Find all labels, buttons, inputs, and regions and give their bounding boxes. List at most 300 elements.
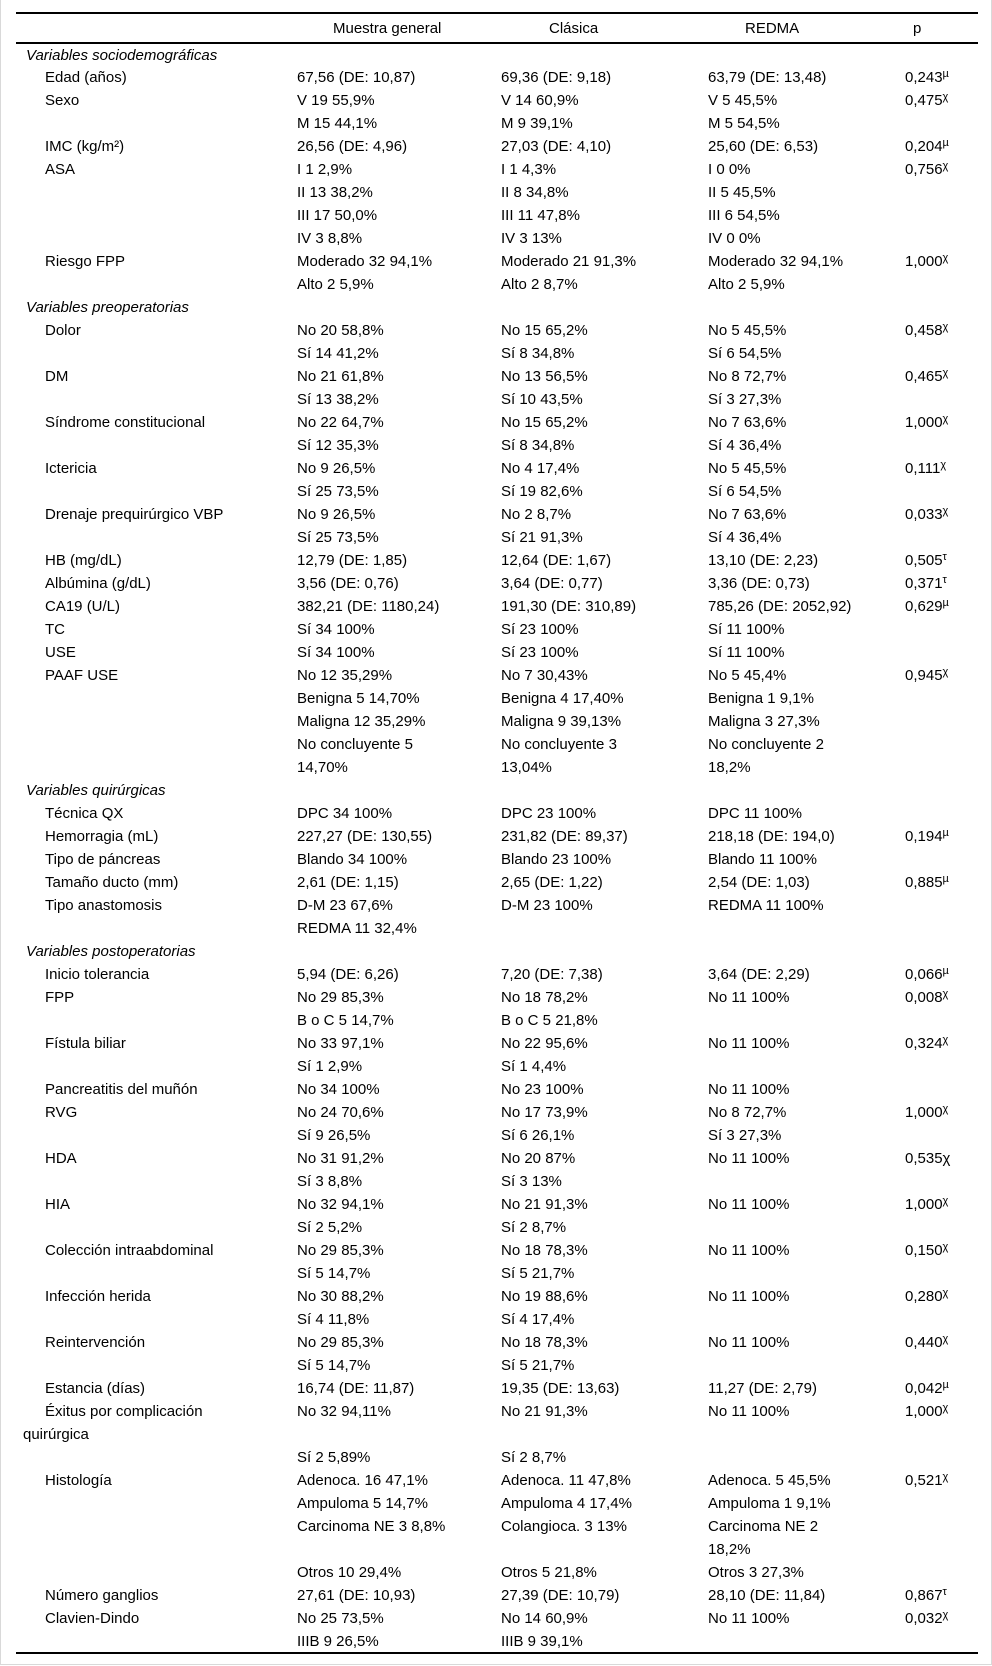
table-row — [16, 457, 978, 480]
p-value — [905, 825, 978, 848]
muestra-general-value: Sí 1 2,9% — [297, 1058, 363, 1075]
muestra-general-value: No 21 61,8% — [297, 368, 384, 385]
table-row — [16, 227, 978, 250]
p-test-superscript: χ — [942, 91, 949, 103]
variable-label — [16, 733, 297, 756]
muestra-general-value: Sí 34 100% — [297, 644, 375, 661]
clasica-value: No 21 91,3% — [501, 1196, 588, 1213]
p-value — [905, 227, 978, 250]
p-value — [905, 1285, 978, 1308]
clasica-value: Sí 8 34,8% — [501, 345, 575, 362]
variable-label — [16, 1515, 297, 1538]
table-row — [16, 158, 978, 181]
muestra-general-value — [297, 940, 501, 963]
muestra-general-value: III 17 50,0% — [297, 207, 378, 224]
p-value-number: 0,280 — [905, 1288, 943, 1305]
redma-value: 11,27 (DE: 2,79) — [708, 1380, 817, 1397]
muestra-general-value: Alto 2 5,9% — [297, 276, 374, 293]
clasica-value — [501, 43, 708, 66]
redma-value: Carcinoma NE 2 — [708, 1518, 819, 1535]
clasica-value: No 23 100% — [501, 1081, 584, 1098]
p-value — [905, 1101, 978, 1124]
variable-label — [16, 1055, 297, 1078]
variable-label: Número ganglios — [45, 1587, 159, 1604]
table-row — [16, 940, 978, 963]
p-value — [905, 1308, 978, 1331]
table-row — [16, 526, 978, 549]
redma-value: No 11 100% — [708, 1334, 790, 1351]
table-row — [16, 1492, 978, 1515]
table-row — [16, 1515, 978, 1538]
muestra-general-value: No 29 85,3% — [297, 1242, 384, 1259]
muestra-general-value: Moderado 32 94,1% — [297, 253, 433, 270]
p-value-number: 0,033 — [905, 506, 943, 523]
table-row — [16, 848, 978, 871]
muestra-general-value: Adenoca. 16 47,1% — [297, 1472, 428, 1489]
variable-label: Tipo anastomosis — [45, 897, 162, 914]
table-row — [16, 1147, 978, 1170]
table-row — [16, 664, 978, 687]
muestra-general-value: Sí 4 11,8% — [297, 1311, 370, 1328]
table-body — [16, 43, 978, 1653]
table-row — [16, 411, 978, 434]
variable-label — [16, 1170, 297, 1193]
p-value-number: 1,000 — [905, 1104, 943, 1121]
p-test-superscript: µ — [942, 137, 949, 149]
muestra-general-value: Sí 5 14,7% — [297, 1357, 371, 1374]
p-value — [905, 572, 978, 595]
table-row — [16, 1170, 978, 1193]
redma-value: Maligna 3 27,3% — [708, 713, 820, 730]
clasica-value: Alto 2 8,7% — [501, 276, 578, 293]
redma-value — [708, 1630, 905, 1653]
clasica-value: No 19 88,6% — [501, 1288, 588, 1305]
clasica-value: Maligna 9 39,13% — [501, 713, 622, 730]
p-value — [905, 250, 978, 273]
variable-label — [16, 1308, 297, 1331]
clasica-value: 27,39 (DE: 10,79) — [501, 1587, 620, 1604]
header-p: p — [913, 19, 922, 37]
p-value-number: 0,111 — [905, 460, 941, 477]
table-row — [16, 549, 978, 572]
variable-label: Técnica QX — [45, 805, 124, 822]
table-row — [16, 756, 978, 779]
p-value-number: 0,042 — [905, 1380, 943, 1397]
clasica-value: No 13 56,5% — [501, 368, 588, 385]
p-test-superscript: χ — [942, 413, 949, 425]
variable-label — [16, 687, 297, 710]
p-value — [905, 181, 978, 204]
p-value — [905, 273, 978, 296]
clasica-value — [501, 1423, 708, 1446]
redma-value: No 7 63,6% — [708, 506, 787, 523]
redma-value: Sí 3 27,3% — [708, 1127, 782, 1144]
clasica-value: Sí 23 100% — [501, 644, 579, 661]
muestra-general-value: No 29 85,3% — [297, 1334, 384, 1351]
variable-label: Riesgo FPP — [45, 253, 126, 270]
redma-value: No 5 45,4% — [708, 667, 787, 684]
clasica-value: No 18 78,3% — [501, 1334, 588, 1351]
variable-label: Hemorragia (mL) — [45, 828, 159, 845]
p-test-superscript: χ — [942, 1287, 949, 1299]
table-row — [16, 434, 978, 457]
clasica-value: No 7 30,43% — [501, 667, 588, 684]
table-row — [16, 135, 978, 158]
table-row — [16, 1308, 978, 1331]
muestra-general-value: V 19 55,9% — [297, 92, 375, 109]
p-value — [905, 733, 978, 756]
variable-label — [16, 756, 297, 779]
p-value — [905, 388, 978, 411]
section-title: Variables sociodemográficas — [26, 46, 218, 64]
table-row — [16, 1262, 978, 1285]
p-value — [905, 1354, 978, 1377]
p-value — [905, 871, 978, 894]
p-value-number: 0,505 — [905, 552, 943, 569]
muestra-general-value — [297, 1423, 501, 1446]
p-value — [905, 135, 978, 158]
p-value-number: 0,243 — [905, 69, 943, 86]
p-value-number: 0,008 — [905, 989, 943, 1006]
clasica-value: No 17 73,9% — [501, 1104, 588, 1121]
p-value — [905, 1400, 978, 1423]
muestra-general-value: 3,56 (DE: 0,76) — [297, 575, 399, 592]
p-value — [905, 756, 978, 779]
header-muestra-general: Muestra general — [333, 19, 442, 37]
redma-value: No 8 72,7% — [708, 1104, 787, 1121]
muestra-general-value: No 22 64,7% — [297, 414, 384, 431]
p-test-superscript: τ — [942, 1586, 947, 1598]
clasica-value: III 11 47,8% — [501, 207, 580, 224]
p-test-superscript: χ — [940, 459, 947, 471]
variable-label: Reintervención — [45, 1334, 146, 1351]
redma-value: No 11 100% — [708, 1403, 790, 1420]
clasica-value: 13,04% — [501, 759, 552, 776]
clasica-value: No 22 95,6% — [501, 1035, 588, 1052]
p-value — [905, 342, 978, 365]
table-row — [16, 963, 978, 986]
table-row — [16, 250, 978, 273]
muestra-general-value: IIIB 9 26,5% — [297, 1632, 379, 1650]
muestra-general-value: No 24 70,6% — [297, 1104, 384, 1121]
p-value — [905, 296, 978, 319]
variable-label: Pancreatitis del muñón — [45, 1081, 198, 1098]
muestra-general-value: 2,61 (DE: 1,15) — [297, 874, 399, 891]
variable-label: USE — [45, 644, 76, 661]
variable-label: Síndrome constitucional — [45, 414, 206, 431]
p-value-number: 1,000 — [905, 1403, 943, 1420]
clasica-value: No 21 91,3% — [501, 1403, 588, 1420]
table-row — [16, 112, 978, 135]
redma-value: 3,64 (DE: 2,29) — [708, 966, 810, 983]
p-test-superscript: µ — [942, 68, 949, 80]
clasica-value: Blando 23 100% — [501, 851, 612, 868]
redma-value: Benigna 1 9,1% — [708, 690, 814, 707]
redma-value: 13,10 (DE: 2,23) — [708, 552, 819, 569]
variable-label — [16, 1262, 297, 1285]
redma-value: No 11 100% — [708, 1150, 790, 1167]
section-title: Variables postoperatorias — [26, 943, 196, 960]
muestra-general-value: Sí 13 38,2% — [297, 391, 379, 408]
redma-value: No 11 100% — [708, 989, 790, 1006]
clasica-value: Benigna 4 17,40% — [501, 690, 624, 707]
table-row — [16, 503, 978, 526]
p-test-superscript: µ — [942, 965, 949, 977]
table-row — [16, 1423, 978, 1446]
variable-label — [16, 917, 297, 940]
table-row — [16, 802, 978, 825]
redma-value: I 0 0% — [708, 161, 751, 178]
table-row — [16, 480, 978, 503]
muestra-general-value: 67,56 (DE: 10,87) — [297, 69, 416, 86]
variable-label: Sexo — [45, 92, 80, 109]
variable-label: Colección intraabdominal — [45, 1242, 214, 1259]
muestra-general-value: No 32 94,11% — [297, 1403, 391, 1420]
p-test-superscript: µ — [942, 827, 949, 839]
variable-label: Drenaje prequirúrgico VBP — [45, 506, 224, 523]
p-value — [905, 963, 978, 986]
variable-label — [16, 273, 297, 296]
clasica-value: No 18 78,2% — [501, 989, 588, 1006]
p-value — [905, 1147, 978, 1170]
muestra-general-value: Benigna 5 14,70% — [297, 690, 420, 707]
p-test-superscript: χ — [942, 1402, 949, 1414]
table-row — [16, 89, 978, 112]
p-value-number: 0,867 — [905, 1587, 943, 1604]
table-row — [16, 986, 978, 1009]
muestra-general-value: DPC 34 100% — [297, 805, 393, 822]
redma-value — [708, 1055, 905, 1078]
muestra-general-value — [297, 1538, 501, 1561]
muestra-general-value: Sí 5 14,7% — [297, 1265, 371, 1282]
p-value — [905, 158, 978, 181]
clasica-value: Colangioca. 3 13% — [501, 1518, 627, 1535]
p-value — [905, 848, 978, 871]
clasica-value — [501, 940, 708, 963]
redma-value: 18,2% — [708, 759, 751, 776]
muestra-general-value: M 15 44,1% — [297, 115, 378, 132]
redma-value: 18,2% — [708, 1541, 751, 1558]
p-value — [905, 917, 978, 940]
redma-value: No 7 63,6% — [708, 414, 787, 431]
redma-value: DPC 11 100% — [708, 805, 802, 822]
clasica-value: 27,03 (DE: 4,10) — [501, 138, 612, 155]
redma-value — [708, 1308, 905, 1331]
muestra-general-value: 16,74 (DE: 11,87) — [297, 1380, 415, 1397]
table-row — [16, 181, 978, 204]
muestra-general-value: No 31 91,2% — [297, 1150, 384, 1167]
redma-value — [708, 1262, 905, 1285]
p-test-superscript: χ — [942, 666, 949, 678]
redma-value: Sí 3 27,3% — [708, 391, 782, 408]
muestra-general-value: D-M 23 67,6% — [297, 897, 393, 914]
muestra-general-value: Blando 34 100% — [297, 851, 408, 868]
p-value — [905, 112, 978, 135]
muestra-general-value: Sí 3 8,8% — [297, 1173, 363, 1190]
table-row — [16, 365, 978, 388]
p-value — [905, 1377, 978, 1400]
muestra-general-value: No 9 26,5% — [297, 506, 376, 523]
variable-label: HIA — [45, 1196, 71, 1213]
p-value-number: 0,458 — [905, 322, 943, 339]
muestra-general-value: Ampuloma 5 14,7% — [297, 1495, 428, 1512]
p-value — [905, 618, 978, 641]
clasica-value — [501, 917, 708, 940]
p-test-superscript: µ — [942, 1379, 949, 1391]
p-value — [905, 411, 978, 434]
table-row — [16, 66, 978, 89]
redma-value: Alto 2 5,9% — [708, 276, 785, 293]
p-value — [905, 89, 978, 112]
clasica-value: Sí 23 100% — [501, 621, 579, 638]
comparison-table — [16, 12, 978, 1654]
p-value — [905, 1170, 978, 1193]
table-row — [16, 779, 978, 802]
variable-label — [16, 710, 297, 733]
muestra-general-value: REDMA 11 32,4% — [297, 920, 417, 937]
variable-label: Infección herida — [45, 1288, 151, 1305]
table-row — [16, 342, 978, 365]
table-row — [16, 572, 978, 595]
variable-label: Éxitus por complicación — [45, 1403, 203, 1420]
variable-label: quirúrgica — [23, 1426, 89, 1443]
clasica-value: 191,30 (DE: 310,89) — [501, 598, 637, 615]
p-value-number: 1,000 — [905, 1196, 943, 1213]
table-row — [16, 296, 978, 319]
p-test-superscript: χ — [942, 321, 949, 333]
redma-value: No 11 100% — [708, 1288, 790, 1305]
clasica-value: Adenoca. 11 47,8% — [501, 1472, 631, 1489]
clasica-value: 231,82 (DE: 89,37) — [501, 828, 628, 845]
p-value — [905, 1492, 978, 1515]
table-row — [16, 687, 978, 710]
table-row — [16, 710, 978, 733]
p-value — [905, 43, 978, 66]
p-test-superscript: χ — [942, 1471, 949, 1483]
variable-label: FPP — [45, 989, 75, 1006]
p-value — [905, 1538, 978, 1561]
variable-label — [16, 434, 297, 457]
clasica-value — [501, 779, 708, 802]
section-title: Variables preoperatorias — [26, 299, 189, 316]
redma-value: No 5 45,5% — [708, 460, 787, 477]
p-value-number: 0,756 — [905, 161, 943, 178]
clasica-value: V 14 60,9% — [501, 92, 579, 109]
muestra-general-value: 5,94 (DE: 6,26) — [297, 966, 399, 983]
p-test-superscript: χ — [942, 988, 949, 1000]
p-value — [905, 480, 978, 503]
p-test-superscript: χ — [942, 1241, 949, 1253]
clasica-value: Sí 2 8,7% — [501, 1219, 567, 1236]
table-row — [16, 1078, 978, 1101]
p-value-number: 0,150 — [905, 1242, 943, 1259]
p-value-number: 0,066 — [905, 966, 943, 983]
p-value — [905, 1331, 978, 1354]
muestra-general-value: IV 3 8,8% — [297, 230, 363, 247]
variable-label: Histología — [45, 1472, 112, 1489]
variable-label — [16, 204, 297, 227]
p-test-superscript: µ — [942, 873, 949, 885]
redma-value: 25,60 (DE: 6,53) — [708, 138, 819, 155]
redma-value: 28,10 (DE: 11,84) — [708, 1587, 826, 1604]
redma-value: II 5 45,5% — [708, 184, 776, 201]
variable-label — [16, 526, 297, 549]
variable-label: HDA — [45, 1150, 77, 1167]
p-value — [905, 1515, 978, 1538]
clasica-value: Sí 3 13% — [501, 1173, 562, 1190]
table-row — [16, 1607, 978, 1630]
muestra-general-value: No concluyente 5 — [297, 736, 413, 753]
p-test-superscript: τ — [942, 574, 947, 586]
table-row — [16, 1124, 978, 1147]
muestra-general-value: No 30 88,2% — [297, 1288, 384, 1305]
clasica-value: 12,64 (DE: 1,67) — [501, 552, 612, 569]
redma-value: No 11 100% — [708, 1196, 790, 1213]
variable-label: TC — [45, 621, 65, 638]
table-row — [16, 595, 978, 618]
variable-label: Estancia (días) — [45, 1380, 146, 1397]
p-value-number: 0,204 — [905, 138, 943, 155]
redma-value: REDMA 11 100% — [708, 897, 824, 914]
table-row — [16, 1216, 978, 1239]
clasica-value: 2,65 (DE: 1,22) — [501, 874, 603, 891]
p-test-superscript: χ — [942, 1609, 949, 1621]
table-row — [16, 1009, 978, 1032]
table-row — [16, 871, 978, 894]
redma-value: Sí 11 100% — [708, 621, 785, 638]
p-value — [905, 1124, 978, 1147]
p-test-superscript: χ — [942, 160, 949, 172]
variable-label: Clavien-Dindo — [45, 1610, 140, 1627]
clasica-value: M 9 39,1% — [501, 115, 573, 132]
variable-label: Ictericia — [45, 460, 97, 477]
header-variable-column — [16, 13, 297, 43]
redma-value — [708, 1423, 905, 1446]
p-value-number: 0,371 — [905, 575, 943, 592]
variable-label — [16, 1446, 297, 1469]
table-row — [16, 388, 978, 411]
muestra-general-value: Sí 9 26,5% — [297, 1127, 371, 1144]
p-value — [905, 894, 978, 917]
clasica-value: I 1 4,3% — [501, 161, 557, 178]
redma-value — [708, 917, 905, 940]
p-value-number: 0,465 — [905, 368, 943, 385]
table-row — [16, 1561, 978, 1584]
variable-label: CA19 (U/L) — [45, 598, 121, 615]
header-row — [16, 13, 978, 43]
p-value — [905, 1032, 978, 1055]
muestra-general-value: II 13 38,2% — [297, 184, 373, 201]
p-test-superscript: χ — [942, 505, 949, 517]
redma-value — [708, 296, 905, 319]
redma-value: No 8 72,7% — [708, 368, 787, 385]
table-row — [16, 1538, 978, 1561]
p-value-number: 0,885 — [905, 874, 943, 891]
muestra-general-value: No 32 94,1% — [297, 1196, 384, 1213]
clasica-value: No 20 87% — [501, 1150, 576, 1167]
clasica-value: 3,64 (DE: 0,77) — [501, 575, 603, 592]
muestra-general-value: Sí 12 35,3% — [297, 437, 379, 454]
redma-value: Ampuloma 1 9,1% — [708, 1495, 831, 1512]
header-clasica: Clásica — [549, 19, 599, 37]
table-row — [16, 641, 978, 664]
redma-value — [708, 1216, 905, 1239]
variable-label — [16, 1009, 297, 1032]
p-value — [905, 526, 978, 549]
p-value — [905, 1469, 978, 1492]
clasica-value: B o C 5 21,8% — [501, 1012, 598, 1029]
clasica-value: No 2 8,7% — [501, 506, 572, 523]
